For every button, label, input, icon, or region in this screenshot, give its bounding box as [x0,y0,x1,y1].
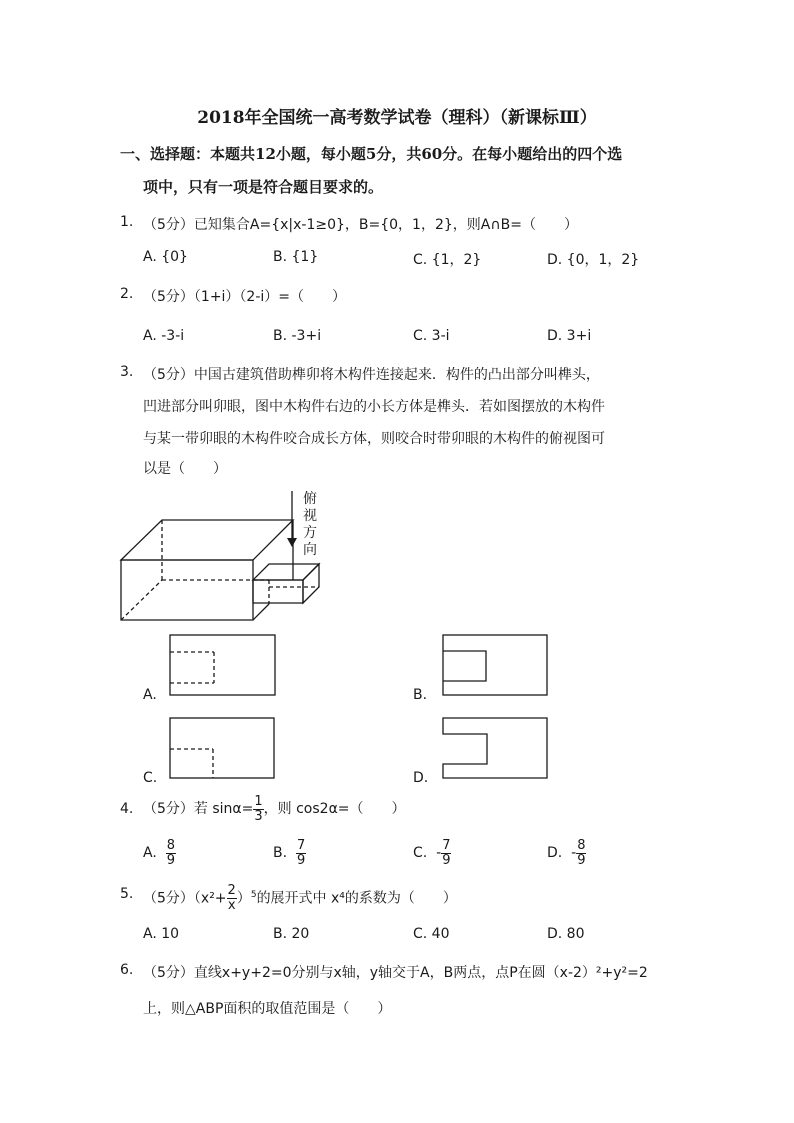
q2-option-c: C. 3-i [413,328,450,344]
q4-given-numerator: 1 [254,793,263,809]
q5-fraction-numerator: 2 [227,883,236,899]
q3-number: 3. [120,364,134,380]
q6-text-line1: （5分）直线x+y+2=0分别与x轴，y轴交于A，B两点，点P在圆（x-2）²+y²=2 [143,965,648,981]
q1-text: （5分）已知集合A={x|x-1≥0}，B={0，1，2}，则A∩B=（ ） [143,217,578,233]
view-label-4: 向 [303,542,317,558]
view-label-2: 视 [303,508,317,524]
q1-number: 1. [120,214,134,230]
q2-option-d: D. 3+i [547,328,592,344]
q5-number: 5. [120,886,134,902]
q3-text-line1: （5分）中国古建筑借助榫卯将木构件连接起来．构件的凸出部分叫榫头， [143,367,600,383]
q5-power: 5 [250,890,257,900]
q6-number: 6. [120,962,134,978]
q4-option-d [547,838,586,868]
section-heading-line1: 一、选择题：本题共12小题，每小题5分，共60分。在每小题给出的四个选 [120,145,623,163]
q4-option-d-fraction [576,839,586,868]
q5-option-d: D. 80 [547,926,585,942]
q4-option-a-fraction [166,839,176,868]
view-label-3: 方 [303,525,317,541]
q4-option-d-numerator: 8 [577,837,586,853]
q4-option-c-numerator: 7 [442,837,451,853]
q1-option-c: C. {1，2} [413,252,482,268]
q4-option-c-fraction [441,839,451,868]
q4-option-b-numerator: 7 [296,837,306,853]
q5-close-paren: ） [236,890,251,907]
q5-fraction [227,884,237,913]
q4-option-d-label: D. [547,845,563,861]
q3-option-d-label: D. [413,770,429,786]
q5-text [143,880,457,914]
view-label-1: 俯 [303,491,317,507]
q4-option-c-label: C. [413,845,428,861]
q1-option-a: A. {0} [143,249,188,265]
q4-given-fraction [253,795,263,824]
q1-option-d: D. {0，1，2} [547,252,640,268]
q5-fraction-denominator: x [227,898,236,914]
q4-suffix: ，则 cos2α=（ ） [263,801,406,817]
q4-given-denominator: 3 [254,808,263,824]
q4-option-b-label: B. [273,845,288,861]
q2-option-b: B. -3+i [273,328,322,344]
q4-option-a-denominator: 9 [166,852,175,868]
q5-option-c: C. 40 [413,926,450,942]
q4-option-c-sign: - [436,845,442,861]
q2-option-a: A. -3-i [143,328,185,344]
q4-option-d-denominator: 9 [577,852,586,868]
q4-prefix: （5分）若 sinα= [143,801,254,817]
exam-title: 2018年全国统一高考数学试卷（理科）（新课标Ⅲ） [197,108,597,128]
q3-text-line3: 与某一带卯眼的木构件咬合成长方体，则咬合时带卯眼的木构件的俯视图可 [143,431,605,447]
section-heading-line2: 项中，只有一项是符合题目要求的。 [143,178,384,196]
q5-option-b: B. 20 [273,926,310,942]
q3-option-c-label: C. [143,770,158,786]
q2-text: （5分）（1+i）（2-i）=（ ） [143,289,347,305]
q4-option-a-label: A. [143,845,157,861]
q4-option-c [413,838,451,868]
q3-option-a-label: A. [143,687,157,703]
q5-suffix: 的展开式中 x⁴的系数为（ ） [256,890,457,907]
q4-option-b-fraction [296,839,306,868]
q3-text-line2: 凹进部分叫卯眼，图中木构件右边的小长方体是榫头．若如图摆放的木构件 [143,399,605,415]
q5-option-a: A. 10 [143,926,180,942]
q4-text [143,794,406,824]
q6-text-line2: 上，则△ABP面积的取值范围是（ ） [143,1001,392,1017]
q4-option-c-denominator: 9 [442,852,451,868]
q4-option-a-numerator: 8 [166,837,175,853]
q2-number: 2. [120,286,134,302]
q3-text-line4: 以是（ ） [143,461,227,477]
q4-option-a [143,838,176,868]
q4-option-d-sign: - [571,845,577,861]
q4-option-b [273,838,306,868]
q5-prefix: （5分）（x²+ [143,890,227,907]
q4-number: 4. [120,801,134,817]
q3-option-b-label: B. [413,687,428,703]
q4-option-b-denominator: 9 [296,852,306,868]
q1-option-b: B. {1} [273,249,319,265]
